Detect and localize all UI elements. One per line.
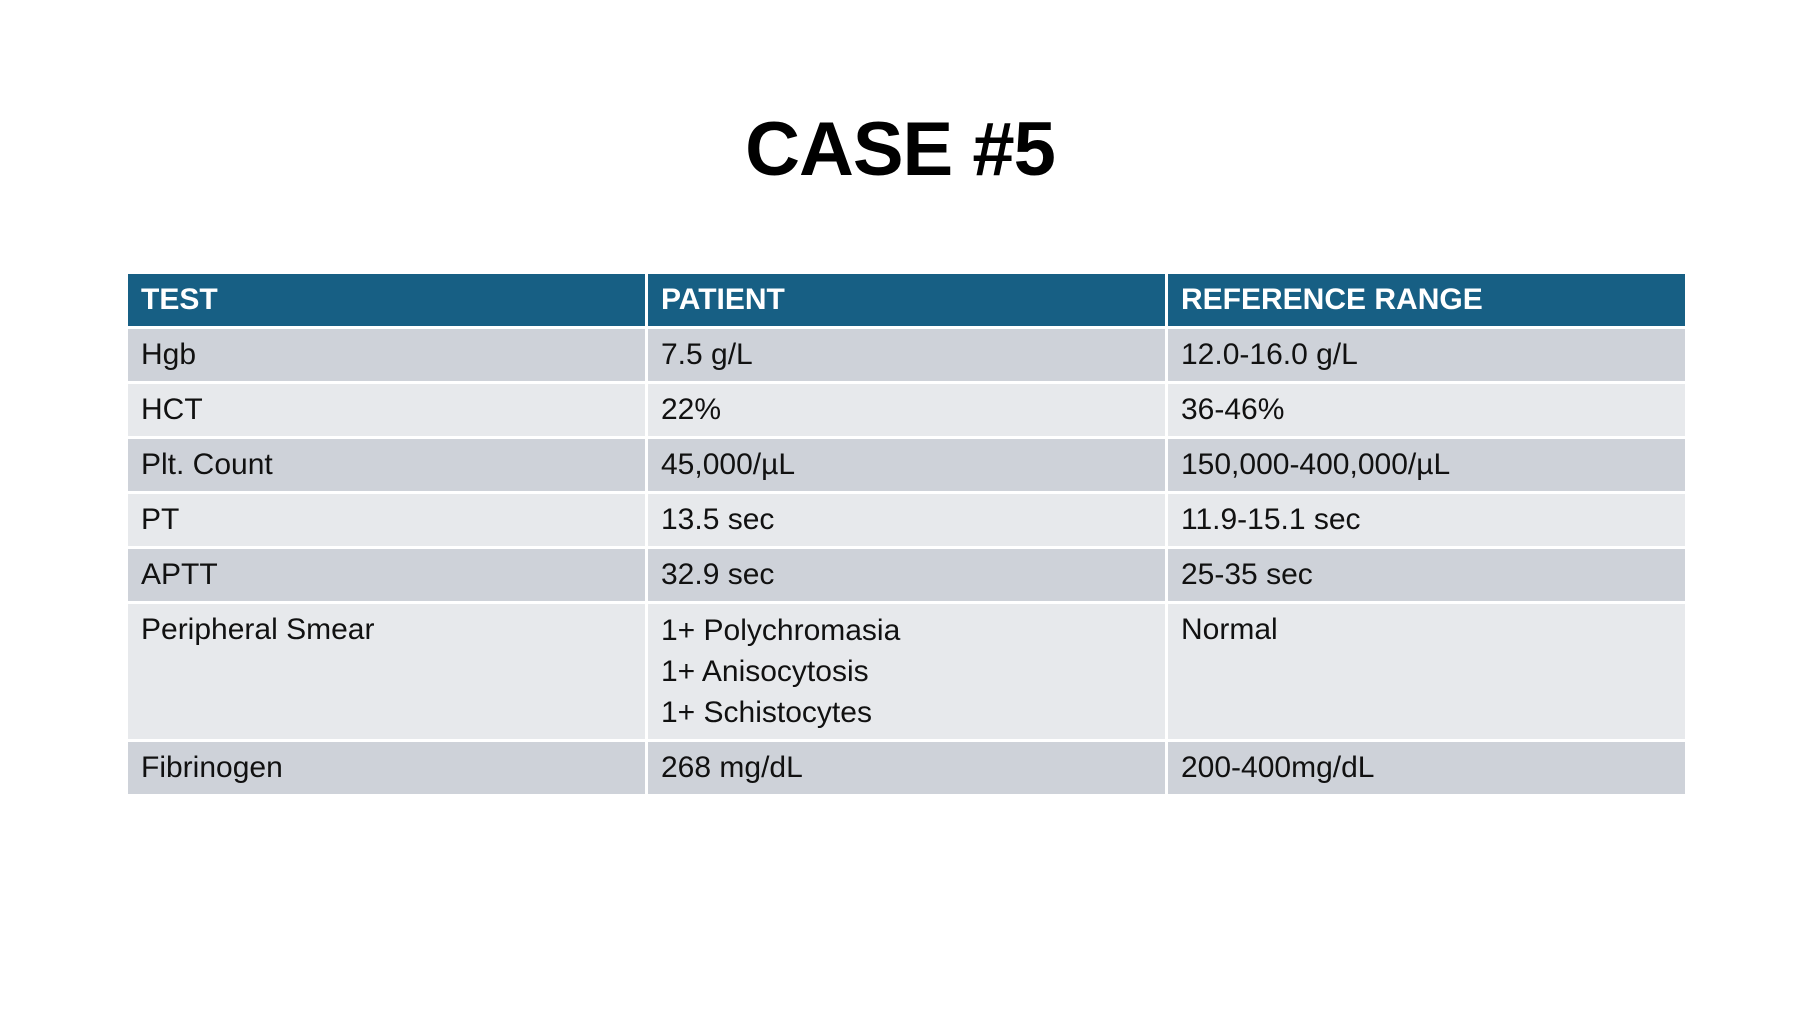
cell-test: Peripheral Smear: [127, 603, 647, 741]
cell-patient-line: 1+ Schistocytes: [661, 696, 872, 729]
cell-patient-line: 1+ Polychromasia: [661, 614, 901, 647]
cell-reference: 12.0-16.0 g/L: [1167, 328, 1687, 383]
cell-patient: 7.5 g/L: [647, 328, 1167, 383]
table-header: [127, 273, 1687, 328]
cell-patient: 45,000/µL: [647, 438, 1167, 493]
cell-reference: Normal: [1167, 603, 1687, 741]
header-test: TEST: [127, 273, 647, 328]
cell-test: Hgb: [127, 328, 647, 383]
cell-reference: 200-400mg/dL: [1167, 741, 1687, 796]
table-row: [127, 328, 1687, 383]
cell-reference: 150,000-400,000/µL: [1167, 438, 1687, 493]
lab-results-table: [125, 271, 1688, 797]
table-row: [127, 741, 1687, 796]
cell-patient: 22%: [647, 383, 1167, 438]
cell-patient: 32.9 sec: [647, 548, 1167, 603]
cell-patient: [647, 603, 1167, 741]
cell-test: Plt. Count: [127, 438, 647, 493]
slide-title: CASE #5: [745, 107, 1055, 192]
table-row: [127, 548, 1687, 603]
cell-test: HCT: [127, 383, 647, 438]
table-row: [127, 603, 1687, 741]
table-row: [127, 438, 1687, 493]
cell-test: Fibrinogen: [127, 741, 647, 796]
cell-reference: 25-35 sec: [1167, 548, 1687, 603]
cell-test: APTT: [127, 548, 647, 603]
cell-patient-line: 1+ Anisocytosis: [661, 655, 869, 688]
table-row: [127, 383, 1687, 438]
cell-test: PT: [127, 493, 647, 548]
header-patient: PATIENT: [647, 273, 1167, 328]
cell-patient: 268 mg/dL: [647, 741, 1167, 796]
cell-patient: 13.5 sec: [647, 493, 1167, 548]
cell-reference: 36-46%: [1167, 383, 1687, 438]
cell-reference: 11.9-15.1 sec: [1167, 493, 1687, 548]
header-row: [127, 273, 1687, 328]
table-body: [127, 328, 1687, 796]
table-row: [127, 493, 1687, 548]
header-reference-range: REFERENCE RANGE: [1167, 273, 1687, 328]
